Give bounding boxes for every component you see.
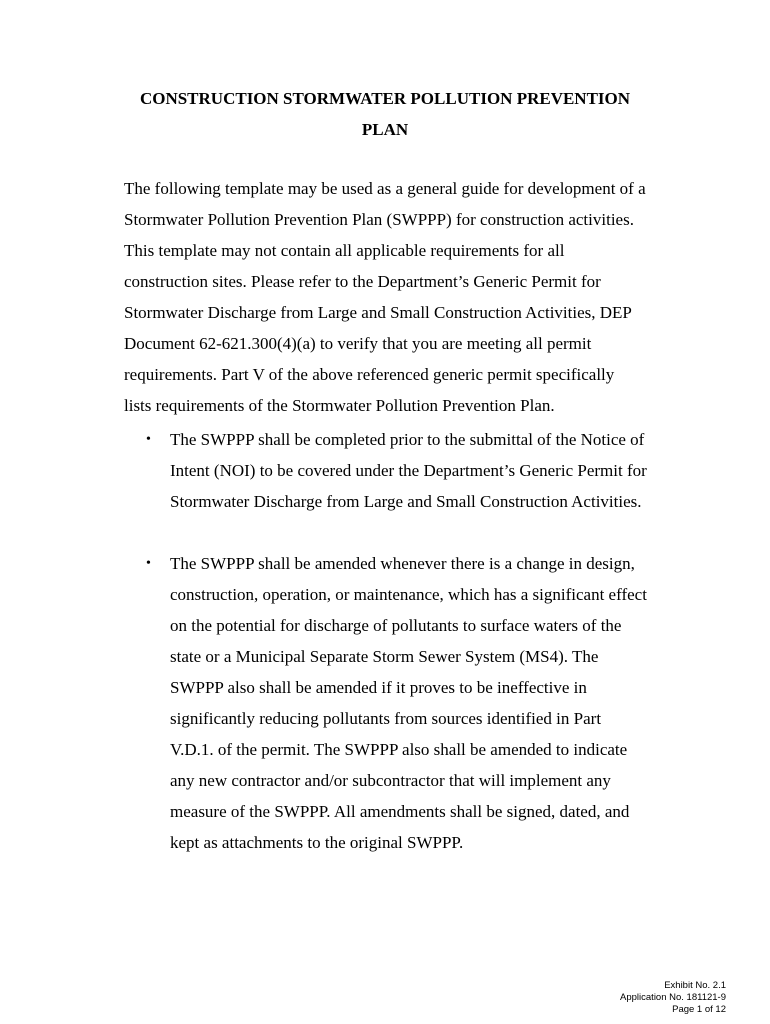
- application-number: Application No. 181121-9: [620, 992, 726, 1003]
- bullet-item-completion: [124, 424, 684, 517]
- bullet-line: any new contractor and/or subcontractor that will implement any: [170, 771, 611, 790]
- exhibit-number: Exhibit No. 2.1: [664, 980, 726, 991]
- bullet-line: significantly reducing pollutants from sources identified in Part: [170, 709, 602, 728]
- document-title: [110, 83, 660, 145]
- bullet-text: [170, 548, 684, 858]
- bullet-line: Stormwater Discharge from Large and Small Construction Activities.: [170, 492, 642, 511]
- title-line: CONSTRUCTION STORMWATER POLLUTION PREVENTION: [139, 89, 631, 108]
- intro-line: lists requirements of the Stormwater Pollution Prevention Plan.: [124, 396, 555, 415]
- bullet-line: construction, operation, or maintenance, which has a significant effect: [170, 585, 647, 604]
- bullet-line: V.D.1. of the permit. The SWPPP also shall be amended to indicate: [170, 740, 628, 759]
- bullet-marker-icon: •: [146, 432, 151, 447]
- title-line: PLAN: [361, 120, 409, 139]
- bullet-line: SWPPP also shall be amended if it proves to be ineffective in: [170, 678, 587, 697]
- bullet-line: state or a Municipal Separate Storm Sewer System (MS4). The: [170, 647, 599, 666]
- intro-line: Document 62-621.300(4)(a) to verify that you are meeting all permit: [124, 334, 592, 353]
- intro-paragraph: [124, 173, 684, 421]
- bullet-text: [170, 424, 684, 517]
- bullet-line: on the potential for discharge of pollutants to surface waters of the: [170, 616, 622, 635]
- intro-line: The following template may be used as a general guide for development of a: [124, 179, 646, 198]
- bullet-line: measure of the SWPPP. All amendments shall be signed, dated, and: [170, 802, 630, 821]
- bullet-item-amendment: [124, 548, 684, 858]
- page-footer: [620, 980, 726, 1016]
- bullet-line: The SWPPP shall be amended whenever there is a change in design,: [170, 554, 635, 573]
- intro-line: requirements. Part V of the above referenced generic permit specifically: [124, 365, 615, 384]
- bullet-line: kept as attachments to the original SWPPP.: [170, 833, 464, 852]
- intro-line: Stormwater Pollution Prevention Plan (SWPPP) for construction activities.: [124, 210, 634, 229]
- bullet-line: Intent (NOI) to be covered under the Department’s Generic Permit for: [170, 461, 647, 480]
- bullet-line: The SWPPP shall be completed prior to the submittal of the Notice of: [170, 430, 645, 449]
- bullet-marker-icon: •: [146, 556, 151, 571]
- page-number: Page 1 of 12: [672, 1004, 726, 1015]
- intro-line: This template may not contain all applicable requirements for all: [124, 241, 565, 260]
- intro-line: Stormwater Discharge from Large and Small Construction Activities, DEP: [124, 303, 632, 322]
- intro-line: construction sites. Please refer to the Department’s Generic Permit for: [124, 272, 601, 291]
